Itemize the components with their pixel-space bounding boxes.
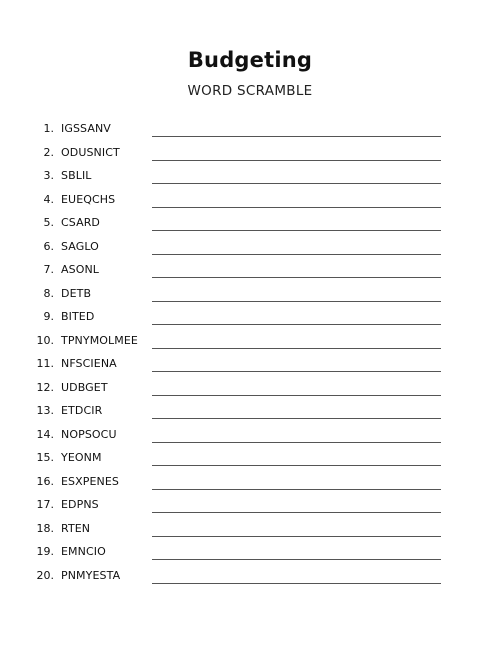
scramble-row — [0, 213, 500, 237]
answer-line[interactable] — [152, 301, 441, 302]
scramble-row — [0, 143, 500, 167]
scrambled-word: EDPNS — [61, 498, 99, 511]
item-number: 12. — [36, 380, 54, 394]
scramble-row — [0, 331, 500, 355]
scramble-row — [0, 566, 500, 590]
answer-line[interactable] — [152, 559, 441, 560]
scrambled-word: YEONM — [61, 451, 102, 464]
item-number: 3. — [43, 169, 54, 182]
answer-line[interactable] — [152, 395, 441, 396]
scrambled-word: EMNCIO — [61, 545, 106, 558]
answer-line[interactable] — [152, 183, 441, 184]
scrambled-word: IGSSANV — [61, 122, 111, 135]
scrambled-word: ESXPENES — [61, 474, 120, 488]
scramble-row — [0, 284, 500, 308]
page-title: Budgeting — [187, 48, 313, 72]
scramble-row — [0, 119, 500, 143]
answer-line[interactable] — [152, 465, 441, 466]
scramble-row — [0, 354, 500, 378]
scrambled-word: ODUSNICT — [61, 145, 120, 159]
answer-line[interactable] — [152, 371, 441, 372]
item-number: 16. — [36, 474, 54, 488]
item-number: 5. — [43, 216, 54, 229]
scramble-row — [0, 519, 500, 543]
scrambled-word: PNMYESTA — [61, 568, 121, 582]
scramble-row — [0, 495, 500, 519]
scramble-row — [0, 378, 500, 402]
answer-line[interactable] — [152, 512, 441, 513]
item-number: 19. — [36, 545, 54, 558]
answer-line[interactable] — [152, 254, 441, 255]
scrambled-word: ETDCIR — [61, 404, 103, 417]
scrambled-word: SBLIL — [61, 169, 92, 182]
item-number: 6. — [43, 239, 54, 253]
scrambled-word: SAGLO — [61, 239, 99, 253]
scramble-row — [0, 190, 500, 214]
answer-line[interactable] — [152, 536, 441, 537]
item-number: 8. — [43, 286, 54, 300]
scrambled-word: NFSCIENA — [61, 357, 117, 370]
answer-line[interactable] — [152, 324, 441, 325]
answer-line[interactable] — [152, 442, 441, 443]
item-number: 7. — [43, 263, 54, 276]
answer-line[interactable] — [152, 489, 441, 490]
scramble-row — [0, 166, 500, 190]
item-number: 1. — [43, 122, 54, 135]
scrambled-word: CSARD — [61, 216, 101, 229]
scramble-row — [0, 542, 500, 566]
page-subtitle: WORD SCRAMBLE — [187, 83, 313, 99]
scrambled-word: NOPSOCU — [61, 427, 117, 441]
answer-line[interactable] — [152, 136, 441, 137]
scramble-row — [0, 425, 500, 449]
scramble-row — [0, 448, 500, 472]
scramble-row — [0, 401, 500, 425]
item-number: 11. — [36, 357, 54, 370]
answer-line[interactable] — [152, 207, 441, 208]
item-number: 2. — [43, 145, 54, 159]
scramble-row — [0, 307, 500, 331]
scrambled-word: TPNYMOLMEE — [61, 333, 138, 347]
item-number: 20. — [36, 568, 54, 582]
item-number: 10. — [36, 333, 54, 347]
answer-line[interactable] — [152, 160, 441, 161]
answer-line[interactable] — [152, 230, 441, 231]
scramble-list — [0, 119, 500, 589]
answer-line[interactable] — [152, 583, 441, 584]
item-number: 4. — [43, 192, 54, 206]
item-number: 14. — [36, 427, 54, 441]
scrambled-word: EUEQCHS — [61, 192, 116, 206]
item-number: 15. — [36, 451, 54, 464]
scrambled-word: BITED — [61, 310, 95, 323]
item-number: 9. — [43, 310, 54, 323]
scramble-row — [0, 260, 500, 284]
item-number: 17. — [36, 498, 54, 511]
scramble-row — [0, 237, 500, 261]
scrambled-word: RTEN — [61, 521, 91, 535]
scrambled-word: ASONL — [61, 263, 100, 276]
item-number: 18. — [36, 521, 54, 535]
answer-line[interactable] — [152, 418, 441, 419]
answer-line[interactable] — [152, 277, 441, 278]
item-number: 13. — [36, 404, 54, 417]
scrambled-word: DETB — [61, 286, 92, 300]
answer-line[interactable] — [152, 348, 441, 349]
scramble-row — [0, 472, 500, 496]
scrambled-word: UDBGET — [61, 380, 108, 394]
